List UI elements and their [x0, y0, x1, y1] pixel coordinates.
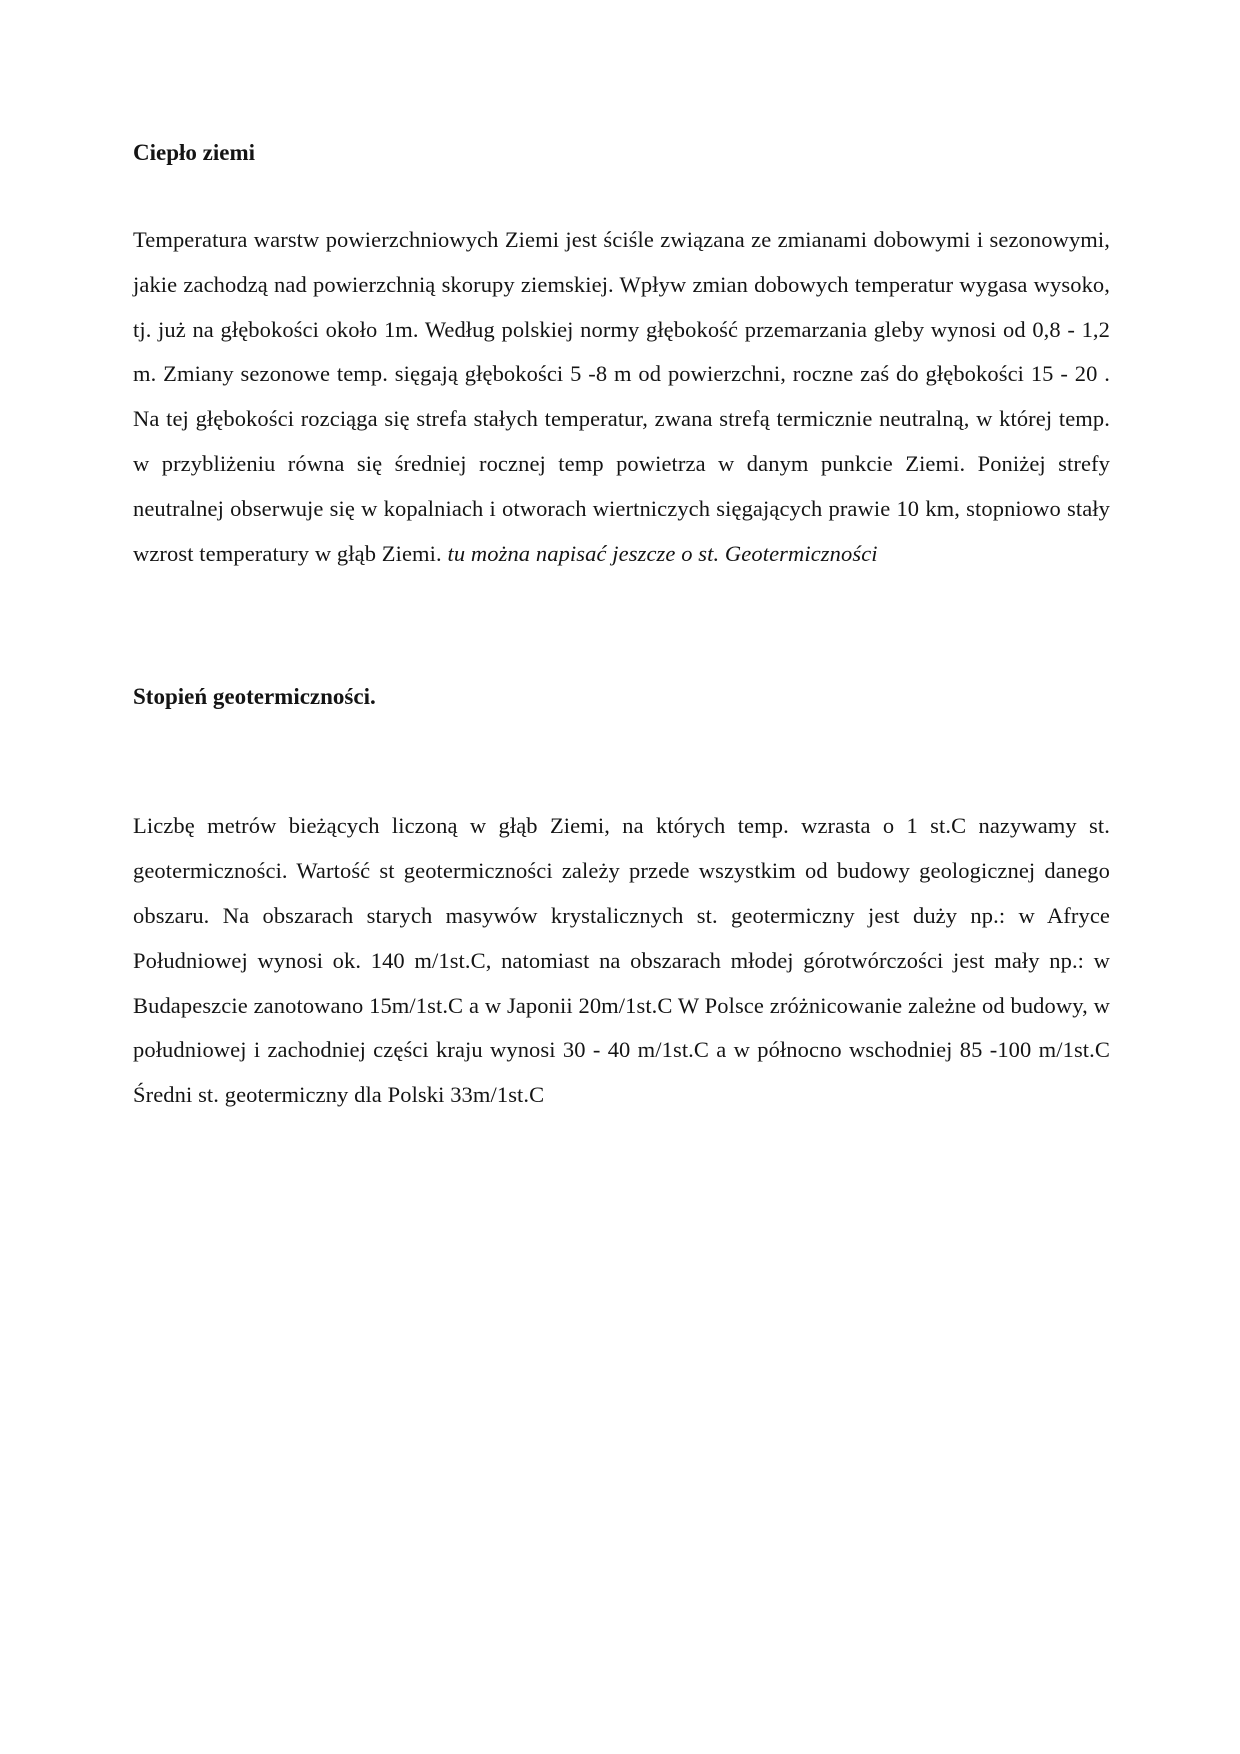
paragraph-geothermal: Liczbę metrów bieżących liczoną w głąb Ziemi, na których temp. wzrasta o 1 st.C nazywamy st. geotermiczności. Wartość st geotermiczności zależy przede wszystkim od budowy geologicznej danego obszaru. Na obszarach starych masywów krystalicznych st. geotermiczny jest duży np.: w Afryce Południowej wynosi ok. 140 m/1st.C, natomiast na obszarach młodej górotwórczości jest mały np.: w Budapeszcie zanotowano 15m/1st.C a w Japonii 20m/1st.C W Polsce zróżnicowanie zależne od budowy, w południowej i zachodniej części kraju wynosi 30 - 40 m/1st.C a w północno wschodniej 85 -100 m/1st.C Średni st. geotermiczny dla Polski 33m/1st.C	[133, 813, 1110, 1108]
paragraph-intro-text: Temperatura warstw powierzchniowych Ziemi jest ściśle związana ze zmianami dobowymi i sezonowymi, jakie zachodzą nad powierzchnią skorupy ziemskiej. Wpływ zmian dobowych temperatur wygasa wysoko, tj. już na głębokości około 1m. Według polskiej normy głębokość przemarzania gleby wynosi od 0,8 - 1,2 m. Zmiany sezonowe temp. sięgają głębokości 5 -8 m od powierzchni, roczne zaś do głębokości 15 - 20 . Na tej głębokości rozciąga się strefa stałych temperatur, zwana strefą termicznie neutralną, w której temp. w przybliżeniu równa się średniej rocznej temp powietrza w danym punkcie Ziemi. Poniżej strefy neutralnej obserwuje się w kopalniach i otworach wiertniczych sięgających prawie 10 km, stopniowo stały wzrost temperatury w głąb Ziemi.	[133, 227, 1110, 566]
paragraph-intro	[133, 218, 1110, 576]
document-title: Ciepło ziemi	[133, 140, 255, 165]
section-heading-geothermal: Stopień geotermiczności.	[133, 684, 376, 710]
paragraph-intro-italic-note: tu można napisać jeszcze o st. Geotermiczności	[447, 540, 878, 566]
